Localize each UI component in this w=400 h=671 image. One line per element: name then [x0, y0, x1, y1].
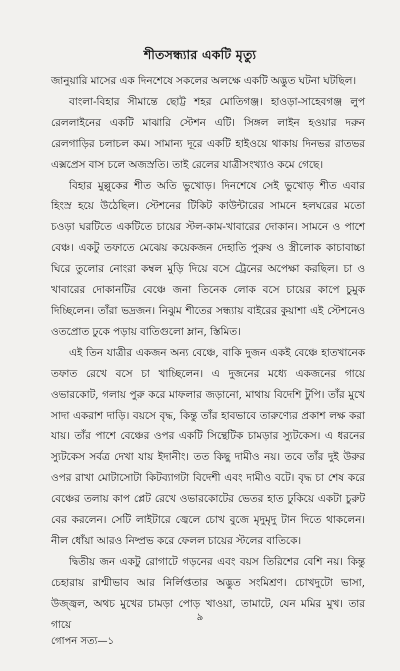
- page-number: ৯: [196, 612, 204, 623]
- paragraph: বাংলা-বিহার সীমান্তে ছোট্ট শহর মোতিগঞ্জ। হাওড়া-সাহেবগঞ্জ লুপ রেললাইনের একটি মাঝারি স্টেশন এটি। সিঙ্গল লাইন হওয়ার দরুন রেলগাড়ির চলাচল কম। সামান্য দূরে একটি হাইওয়ে থাকায় দিনভর রাতভর এক্সপ্রেস বাস চলে অজস্রতি। তাই রেলের যাত্রীসংখ্যাও কমে গেছে।: [51, 95, 365, 171]
- chapter-title: শীতসন্ধ্যার একটি মৃত্যু: [143, 47, 257, 62]
- paragraph: জানুয়ারি মাসের এক দিনশেষে সকলের অলক্ষে একটি অদ্ভুত ঘটনা ঘটছিল।: [51, 75, 357, 87]
- page-footer: গোপন সত্য—১: [51, 636, 114, 647]
- paragraph: এই তিন যাত্রীর একজন অন্য বেঞ্চে, বাকি দুজন একই বেঞ্চে হাতখানেক তফাত রেখে বসে চা খাচ্ছিলেন। এ দুজনের মধ্যে একজনের গায়ে ওভারকোট, গলায় পুরু করে মাফলার জড়ানো, মাথায় বিদেশি টুপি। তাঁর মুখে সাদা একরাশ দাড়ি। বয়সে বৃদ্ধ, কিন্তু তাঁর হাবভাবে তারুণ্যের প্রকাশ লক্ষ করা যায়। তাঁর পাশে বেঞ্চের ওপর একটি সিন্থেটিক চামড়ার স্যুটকেস। এ ধরনের স্যুটকেস সর্বত্র দেখা যায় ইদানীং। তত কিছু দামীও নয়। তবে তাঁর দুই উরুর ওপর রাখা মোটাসোটা কিটব্যাগটা বিদেশী এবং দামীও বটে। বৃদ্ধ চা শেষ করে বেঞ্চের তলায় কাপ প্লেট রেখে ওভারকোটের ভেতর হাত ঢুকিয়ে একটা চুরুট বের করলেন। সেটি লাইটারে জ্বেলে চোখ বুজে মৃদুমৃদু টান দিতে থাকলেন। নীল ধোঁয়া আরও নিষ্প্রভ করে ফেলল চায়ের স্টলের বাতিকে।: [51, 346, 365, 547]
- body-text: [51, 71, 365, 635]
- paragraph: দ্বিতীয় জন একটু রোগাটে গড়নের এবং বয়স তিরিশের বেশি নয়। কিন্তু চেহারায় রাশ্মীভাব আর নির্লিপ্ততার অদ্ভুত সংমিশ্রণ। চোখদুটো ভাসা, উজ্জ্বল, অথচ মুখের চামড়া পোড় খাওয়া, তামাটে, যেন মমির মুখ। তার গায়ে: [51, 555, 365, 631]
- paragraph: বিহার মুল্লুকের শীত অতি ভুখোড়। দিনশেষে সেই ভুখোড় শীত এবার হিংস্র হয়ে উঠেছিল। স্টেশনের টিকিট কাউন্টারের সামনে হলঘরের মতো চওড়া ঘরটিতে একটিতে চায়ের স্টল-কাম-খাবারের দোকান। সামনে ও পাশে বেঞ্চ। একটু তফাতে মেঝেয় কয়েকজন দেহাতি পুরুষ ও স্ত্রীলোক কাচাবাচ্চা ঘিরে তুলোর নোংরা কম্বল মুড়ি দিয়ে বসে ট্রেনের অপেক্ষা করছিল। চা ও খাবারের দোকানটির বেঞ্চে জনা তিনেক লোক বসে চায়ের কাপে চুমুক দিচ্ছিলেন। তাঁরা ভদ্রজন। নিঝুম শীতের সন্ধ্যায় বাইরের কুয়াশা এই স্টেশনেও ওতপ্রোত ঢুকে পড়ায় বাতিগুলো ম্লান, স্তিমিত।: [51, 179, 365, 338]
